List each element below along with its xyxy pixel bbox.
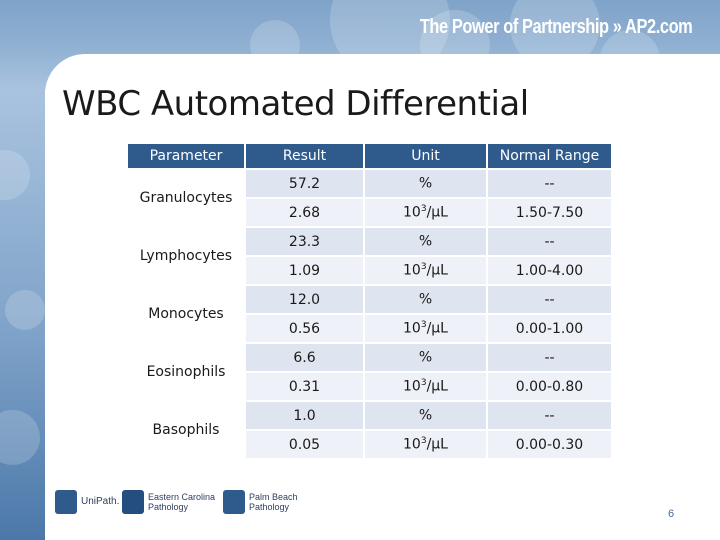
result-cell: 0.05 (246, 431, 363, 458)
unit-suffix: /µL (426, 378, 448, 395)
unit-base: 10 (403, 320, 421, 337)
unit-exponent: 3 (420, 204, 427, 215)
unit-cell (365, 315, 486, 342)
unit-exponent: 3 (420, 262, 427, 273)
unit-cell (365, 402, 486, 429)
result-cell: 2.68 (246, 199, 363, 226)
normal-range-cell: -- (488, 170, 611, 197)
unit-base: % (418, 175, 433, 192)
page-number: 6 (668, 508, 675, 520)
unipath-logo-icon (55, 490, 77, 514)
palm-beach-logo-icon (223, 490, 245, 514)
normal-range-cell: -- (488, 228, 611, 255)
normal-range-cell: 1.50-7.50 (488, 199, 611, 226)
unit-exponent: 3 (420, 436, 427, 447)
result-cell: 57.2 (246, 170, 363, 197)
unit-cell (365, 257, 486, 284)
parameter-cell: Eosinophils (128, 344, 244, 400)
result-cell: 12.0 (246, 286, 363, 313)
normal-range-cell: 0.00-0.80 (488, 373, 611, 400)
table-row (128, 402, 611, 429)
normal-range-cell: -- (488, 344, 611, 371)
slide: The Power of Partnership » AP2.com WBC Automated Differential Parameter Result Unit Normal Range Granulocytes 57.2 % -- 2.68 $10^3/\mu L$ 1.50-7.50 Lymphocytes 23.3 % -- 1.09 $10^3/\mu L$ 1.00-4.00 Monocytes 12.0 % -- 0.56 $10^3/\mu L$ 0.00-1.00 Eosinophils 6.6 % -- 0.31 $10^3/\mu L$ 0.00-0.80 Basophils 1.0 % -- 0.05 $10^3/\mu L$ 0.00-0.30 UniPath. Eastern Carolina Pathology Palm Beach Pathology 6 (0, 0, 720, 540)
unit-base: 10 (403, 436, 421, 453)
unit-base: % (418, 407, 433, 424)
table-row (128, 170, 611, 197)
eastern-carolina-logo-text: Eastern Carolina Pathology (148, 492, 216, 512)
unit-suffix: /µL (426, 436, 448, 453)
unit-suffix: /µL (426, 320, 448, 337)
normal-range-cell: 0.00-0.30 (488, 431, 611, 458)
column-header-normal-range: Normal Range (488, 144, 611, 168)
normal-range-cell: -- (488, 286, 611, 313)
result-cell: 1.09 (246, 257, 363, 284)
slide-title: WBC Automated Differential (62, 84, 529, 124)
unit-cell (365, 170, 486, 197)
column-header-parameter: Parameter (128, 144, 244, 168)
table-header-row (128, 144, 611, 168)
unit-cell (365, 431, 486, 458)
table-body (128, 170, 611, 458)
table-row (128, 286, 611, 313)
unit-suffix: /µL (426, 262, 448, 279)
unit-cell (365, 228, 486, 255)
unit-base: 10 (403, 204, 421, 221)
result-cell: 23.3 (246, 228, 363, 255)
palm-beach-logo-text: Palm Beach Pathology (249, 492, 298, 512)
column-header-result: Result (246, 144, 363, 168)
unit-cell (365, 286, 486, 313)
unit-base: % (418, 291, 433, 308)
normal-range-cell: 1.00-4.00 (488, 257, 611, 284)
normal-range-cell: -- (488, 402, 611, 429)
result-cell: 0.56 (246, 315, 363, 342)
unit-cell (365, 199, 486, 226)
header-tagline: The Power of Partnership » AP2.com (419, 16, 692, 38)
parameter-cell: Monocytes (128, 286, 244, 342)
unit-base: 10 (403, 378, 421, 395)
result-cell: 1.0 (246, 402, 363, 429)
unit-exponent: 3 (420, 320, 427, 331)
table-row (128, 228, 611, 255)
parameter-cell: Basophils (128, 402, 244, 458)
normal-range-cell: 0.00-1.00 (488, 315, 611, 342)
unit-cell (365, 344, 486, 371)
result-cell: 6.6 (246, 344, 363, 371)
unit-base: 10 (403, 262, 421, 279)
unit-suffix: /µL (426, 204, 448, 221)
parameter-cell: Granulocytes (128, 170, 244, 226)
eastern-carolina-logo-icon (122, 490, 144, 514)
wbc-table (126, 142, 613, 460)
left-band (0, 90, 45, 540)
unit-exponent: 3 (420, 378, 427, 389)
column-header-unit: Unit (365, 144, 486, 168)
unit-base: % (418, 233, 433, 250)
unit-base: % (418, 349, 433, 366)
parameter-cell: Lymphocytes (128, 228, 244, 284)
result-cell: 0.31 (246, 373, 363, 400)
unit-cell (365, 373, 486, 400)
table-row (128, 344, 611, 371)
